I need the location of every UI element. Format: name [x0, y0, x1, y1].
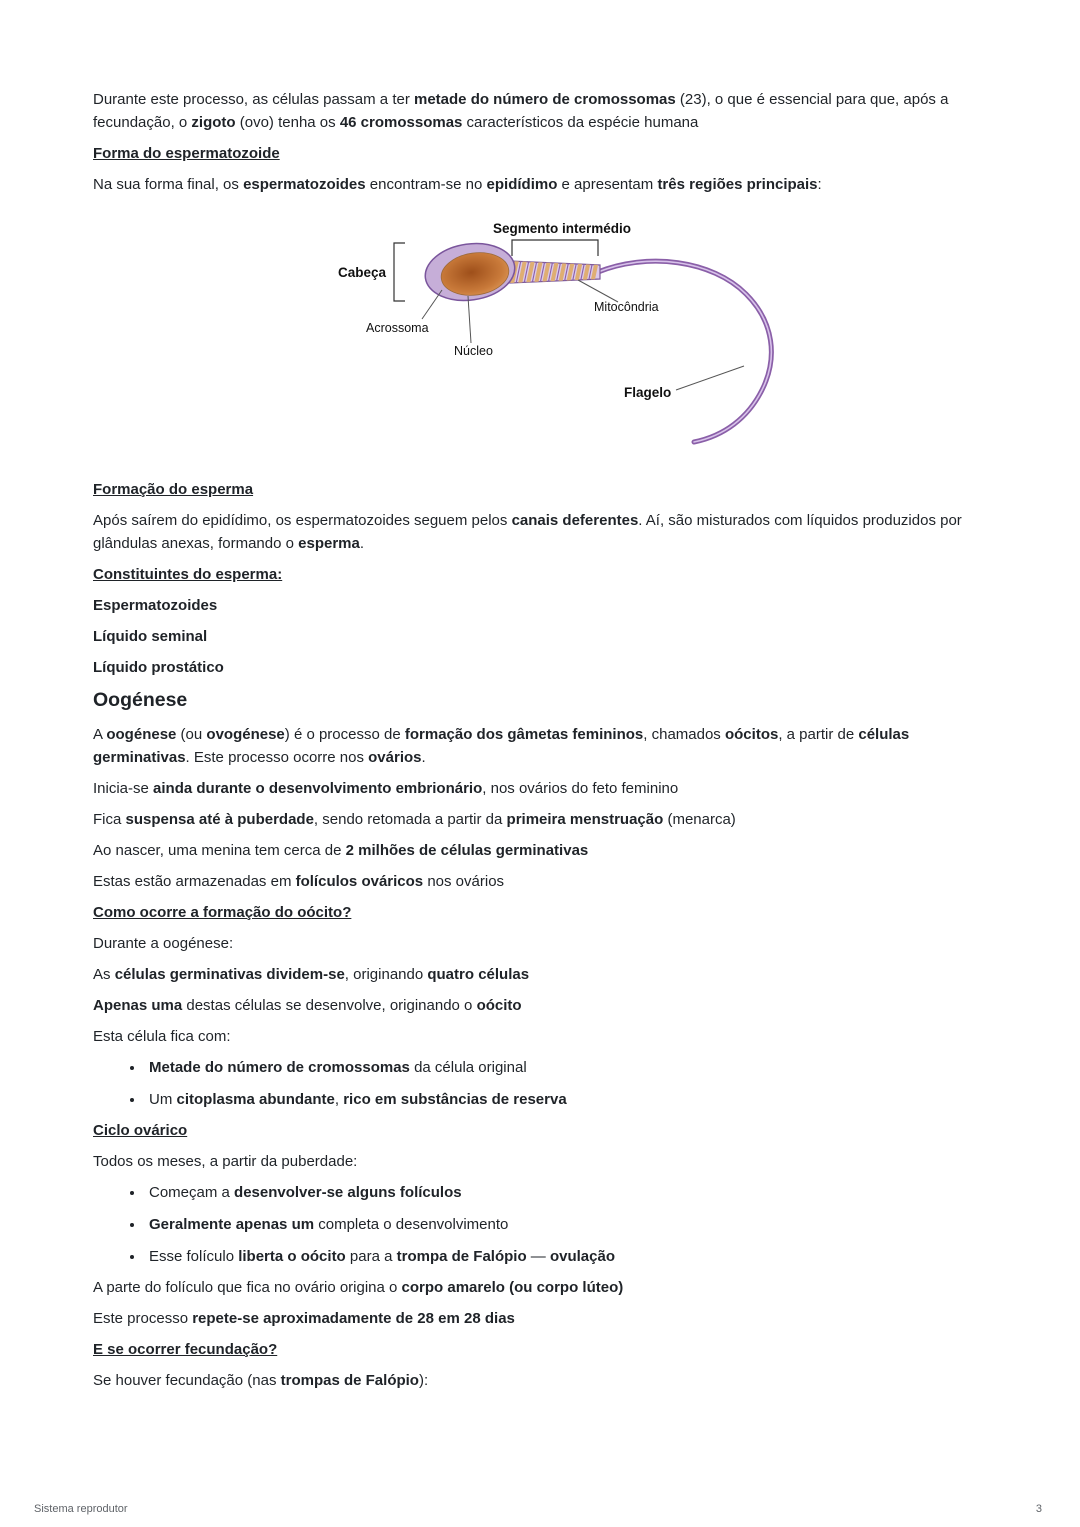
page-footer — [34, 1503, 1042, 1515]
heading-formacao-oocito: Como ocorre a formação do oócito? — [93, 904, 352, 921]
sperm-tail-highlight — [598, 261, 771, 442]
pointer-line-acrossoma — [422, 290, 442, 319]
bullet-item: • Começam a desenvolver-se alguns folículos — [145, 1181, 993, 1204]
label-cabeca: Cabeça — [338, 265, 387, 280]
footer-page-number: 3 — [1035, 1503, 1042, 1515]
paragraph-durante-oogenese: Durante a oogénese: — [93, 935, 234, 952]
paragraph-corpo-amarelo: A parte do folículo que fica no ovário origina o corpo amarelo (ou corpo lúteo) — [93, 1279, 624, 1296]
bullet-item: • Esse folículo liberta o oócito para a trompa de Falópio — ovulação — [145, 1245, 993, 1268]
paragraph-fecundacao: Se houver fecundação (nas trompas de Falópio): — [93, 1372, 429, 1389]
heading-formacao-esperma: Formação do esperma — [93, 481, 254, 498]
paragraph-todos-meses: Todos os meses, a partir da puberdade: — [93, 1153, 358, 1170]
label-segmento-intermedio: Segmento intermédio — [493, 221, 632, 236]
heading-constituintes: Constituintes do esperma: — [93, 566, 283, 583]
paragraph-oogenese-5: Estas estão armazenadas em folículos ováricos nos ovários — [93, 873, 505, 890]
bullet-list-ciclo — [93, 1181, 993, 1268]
pointer-line-nucleo — [468, 296, 471, 343]
sperm-diagram — [330, 216, 830, 456]
pointer-line-mitocondria — [578, 280, 618, 302]
cabeca-bracket — [394, 243, 405, 301]
bullet-list-oocito — [93, 1056, 993, 1111]
paragraph-celulas-dividem: As células germinativas dividem-se, originando quatro células — [93, 966, 530, 983]
heading-fecundacao: E se ocorrer fecundação? — [93, 1341, 278, 1358]
paragraph-oogenese-4: Ao nascer, uma menina tem cerca de 2 milhões de células germinativas — [93, 842, 589, 859]
heading-oogenese: Oogénese — [93, 689, 188, 711]
paragraph-forma: Na sua forma final, os espermatozoides encontram-se no epidídimo e apresentam três regiões principais: — [93, 176, 822, 193]
sperm-diagram-svg — [330, 216, 830, 456]
constituent-liquido-seminal: Líquido seminal — [93, 628, 208, 645]
bullet-item: • Metade do número de cromossomas da célula original — [145, 1056, 993, 1079]
heading-ciclo-ovarico: Ciclo ovárico — [93, 1122, 188, 1139]
bullet-item: • Geralmente apenas um completa o desenvolvimento — [145, 1213, 993, 1236]
label-mitocondria: Mitocôndria — [594, 300, 659, 314]
constituent-espermatozoides: Espermatozoides — [93, 597, 218, 614]
segmento-bracket — [512, 240, 598, 256]
constituent-liquido-prostatico: Líquido prostático — [93, 659, 224, 676]
bullet-item: • Um citoplasma abundante, rico em substâncias de reserva — [145, 1088, 993, 1111]
footer-document-title: Sistema reprodutor — [34, 1503, 128, 1515]
heading-forma-espermatozoide: Forma do espermatozoide — [93, 145, 280, 162]
label-acrossoma: Acrossoma — [366, 321, 429, 335]
paragraph-intro: Durante este processo, as células passam a ter metade do número de cromossomas (23), o que é essencial para que, após a fecundação, o zigoto (ovo) tenha os 46 cromossomas característicos da espécie humana — [93, 91, 949, 131]
paragraph-oogenese-3: Fica suspensa até à puberdade, sendo retomada a partir da primeira menstruação (menarca) — [93, 811, 736, 828]
paragraph-oogenese-1: A oogénese (ou ovogénese) é o processo de formação dos gâmetas femininos, chamados oócitos, a partir de células germinativas. Este processo ocorre nos ovários. — [93, 726, 910, 766]
paragraph-repete: Este processo repete-se aproximadamente de 28 em 28 dias — [93, 1310, 515, 1327]
paragraph-celula-fica: Esta célula fica com: — [93, 1028, 231, 1045]
document-content — [93, 88, 993, 1400]
paragraph-oogenese-2: Inicia-se ainda durante o desenvolvimento embrionário, nos ovários do feto feminino — [93, 780, 679, 797]
label-nucleo: Núcleo — [454, 344, 493, 358]
pointer-line-flagelo — [676, 366, 744, 390]
label-flagelo: Flagelo — [624, 385, 672, 400]
paragraph-formacao: Após saírem do epidídimo, os espermatozoides seguem pelos canais deferentes. Aí, são misturados com líquidos produzidos por glândulas anexas, formando o esperma. — [93, 512, 962, 552]
paragraph-apenas-uma: Apenas uma destas células se desenvolve, originando o oócito — [93, 997, 522, 1014]
